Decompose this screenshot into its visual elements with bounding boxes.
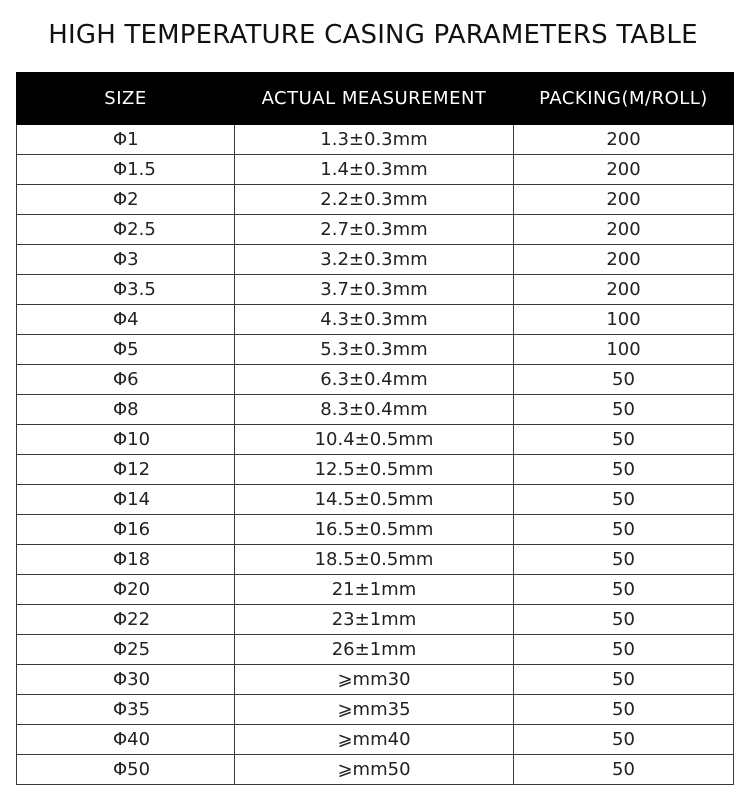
measurement-cell: 14.5±0.5mm	[235, 485, 514, 515]
measurement-cell: 23±1mm	[235, 605, 514, 635]
parameters-table	[16, 72, 734, 785]
table-row	[17, 365, 734, 395]
size-cell: Φ35	[17, 695, 235, 725]
table-row	[17, 185, 734, 215]
measurement-cell: 26±1mm	[235, 635, 514, 665]
page-title: HIGH TEMPERATURE CASING PARAMETERS TABLE	[48, 20, 698, 50]
packing-cell: 50	[514, 665, 734, 695]
table-row	[17, 425, 734, 455]
packing-cell: 200	[514, 215, 734, 245]
measurement-cell: 8.3±0.4mm	[235, 395, 514, 425]
table-row	[17, 755, 734, 785]
measurement-cell: 18.5±0.5mm	[235, 545, 514, 575]
table-row	[17, 635, 734, 665]
size-cell: Φ12	[17, 455, 235, 485]
size-cell: Φ2.5	[17, 215, 235, 245]
measurement-cell: 10.4±0.5mm	[235, 425, 514, 455]
table-row	[17, 155, 734, 185]
size-cell: Φ50	[17, 755, 235, 785]
packing-cell: 50	[514, 545, 734, 575]
table-row	[17, 335, 734, 365]
size-cell: Φ40	[17, 725, 235, 755]
table-row	[17, 455, 734, 485]
measurement-cell: 2.7±0.3mm	[235, 215, 514, 245]
table-row	[17, 605, 734, 635]
packing-cell: 50	[514, 365, 734, 395]
table-row	[17, 545, 734, 575]
table-row	[17, 215, 734, 245]
measurement-cell: 16.5±0.5mm	[235, 515, 514, 545]
measurement-cell: 2.2±0.3mm	[235, 185, 514, 215]
measurement-cell: 12.5±0.5mm	[235, 455, 514, 485]
packing-cell: 100	[514, 335, 734, 365]
packing-cell: 50	[514, 395, 734, 425]
measurement-cell: ⩾mm35	[235, 695, 514, 725]
measurement-cell: 6.3±0.4mm	[235, 365, 514, 395]
measurement-cell: 3.2±0.3mm	[235, 245, 514, 275]
measurement-cell: ⩾mm50	[235, 755, 514, 785]
table-row	[17, 305, 734, 335]
measurement-cell: 4.3±0.3mm	[235, 305, 514, 335]
packing-cell: 200	[514, 275, 734, 305]
measurement-cell: 1.4±0.3mm	[235, 155, 514, 185]
size-cell: Φ25	[17, 635, 235, 665]
packing-cell: 50	[514, 515, 734, 545]
size-cell: Φ2	[17, 185, 235, 215]
table-row	[17, 245, 734, 275]
packing-cell: 100	[514, 305, 734, 335]
size-cell: Φ3.5	[17, 275, 235, 305]
packing-cell: 50	[514, 485, 734, 515]
packing-cell: 50	[514, 425, 734, 455]
packing-cell: 200	[514, 155, 734, 185]
measurement-cell: ⩾mm30	[235, 665, 514, 695]
size-cell: Φ3	[17, 245, 235, 275]
table-row	[17, 275, 734, 305]
packing-cell: 200	[514, 125, 734, 155]
table-row	[17, 665, 734, 695]
size-cell: Φ22	[17, 605, 235, 635]
size-cell: Φ16	[17, 515, 235, 545]
table-row	[17, 125, 734, 155]
size-cell: Φ8	[17, 395, 235, 425]
size-cell: Φ4	[17, 305, 235, 335]
measurement-cell: ⩾mm40	[235, 725, 514, 755]
size-cell: Φ5	[17, 335, 235, 365]
size-cell: Φ30	[17, 665, 235, 695]
size-cell: Φ10	[17, 425, 235, 455]
table-row	[17, 485, 734, 515]
packing-cell: 50	[514, 755, 734, 785]
size-cell: Φ1.5	[17, 155, 235, 185]
size-cell: Φ1	[17, 125, 235, 155]
header-packing: PACKING(M/ROLL)	[514, 73, 734, 125]
measurement-cell: 21±1mm	[235, 575, 514, 605]
table-row	[17, 695, 734, 725]
table-row	[17, 725, 734, 755]
size-cell: Φ18	[17, 545, 235, 575]
table-row	[17, 515, 734, 545]
packing-cell: 50	[514, 605, 734, 635]
table-row	[17, 395, 734, 425]
measurement-cell: 5.3±0.3mm	[235, 335, 514, 365]
packing-cell: 50	[514, 725, 734, 755]
size-cell: Φ6	[17, 365, 235, 395]
packing-cell: 50	[514, 455, 734, 485]
measurement-cell: 3.7±0.3mm	[235, 275, 514, 305]
packing-cell: 200	[514, 185, 734, 215]
size-cell: Φ20	[17, 575, 235, 605]
packing-cell: 50	[514, 635, 734, 665]
measurement-cell: 1.3±0.3mm	[235, 125, 514, 155]
packing-cell: 200	[514, 245, 734, 275]
size-cell: Φ14	[17, 485, 235, 515]
header-size: SIZE	[17, 73, 235, 125]
packing-cell: 50	[514, 695, 734, 725]
packing-cell: 50	[514, 575, 734, 605]
table-row	[17, 575, 734, 605]
table-body	[17, 125, 734, 785]
table-header-row	[17, 73, 734, 125]
header-actual-measurement: ACTUAL MEASUREMENT	[235, 73, 514, 125]
